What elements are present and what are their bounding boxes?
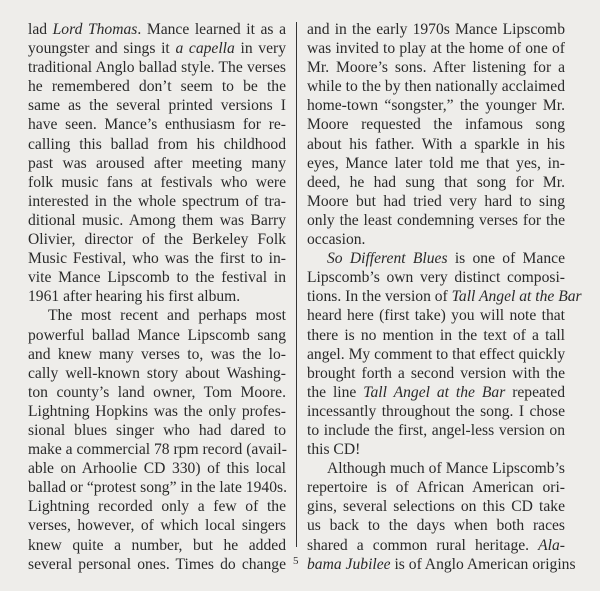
text-segment: interested in the whole spectrum of tra- [28, 192, 286, 210]
text-segment: ballad or “protest song” in the late 1940s. [28, 479, 287, 497]
text-segment: Music Festival, who was the first to in- [28, 250, 286, 268]
text-segment: angel. My comment to that effect quickly [307, 345, 566, 363]
text-segment: past was aroused after meeting many [28, 154, 286, 172]
text-segment: brought forth a second version with the [307, 364, 565, 382]
text-line [307, 421, 565, 440]
text-line [28, 536, 286, 555]
text-line [28, 440, 286, 459]
text-segment: in very [234, 40, 286, 58]
text-line [307, 383, 565, 402]
text-line [28, 306, 286, 325]
text-line [28, 497, 286, 516]
text-segment: 1961 after hearing his first album. [28, 288, 241, 306]
right-column [307, 20, 582, 574]
text-line [28, 478, 286, 497]
text-line [307, 287, 582, 306]
italic-title: Tall Angel at the Bar [451, 288, 582, 306]
text-segment: is one of Mance [447, 250, 565, 268]
text-line [28, 555, 286, 574]
text-line [307, 230, 565, 249]
text-segment: is of Anglo American origins [390, 555, 576, 573]
text-segment: repeated [505, 383, 565, 401]
text-segment: while to the by then nationally acclaimed [307, 78, 565, 96]
text-segment: able on Arhoolie CD 330) of this local [28, 460, 286, 478]
text-line [28, 268, 286, 287]
text-line [307, 516, 565, 535]
text-line [28, 345, 286, 364]
text-segment: to include the first, angel-less version on [307, 421, 565, 439]
text-line [307, 96, 565, 115]
text-line [28, 173, 286, 192]
text-segment: home-town “songster,” the younger Mr. [307, 97, 565, 115]
italic-title: a capella [175, 40, 235, 58]
text-segment: he remembered don’t seem to be the [28, 78, 286, 96]
text-segment: deed, he had sung that song for Mr. [307, 173, 565, 191]
text-segment: several personal ones. Times do change [28, 555, 286, 573]
text-segment: only the least condemning verses for the [307, 211, 565, 229]
text-line [28, 364, 286, 383]
text-segment: powerful ballad Mance Lipscomb sang [28, 326, 286, 344]
text-line [28, 516, 286, 535]
text-segment: repertoire is of African American ori- [307, 479, 565, 497]
text-line [28, 211, 286, 230]
text-segment: Although much of Mance Lipscomb’s [327, 460, 565, 478]
text-line [28, 383, 286, 402]
text-segment: lad [28, 21, 53, 38]
italic-title: So Different Blues [327, 250, 448, 268]
text-segment: this CD! [307, 441, 361, 459]
text-line [28, 192, 286, 211]
text-segment: vite Mance Lipscomb to the festival in [28, 269, 286, 287]
italic-title: bama Jubilee [307, 555, 391, 573]
text-segment: occasion. [307, 231, 366, 249]
text-segment: tions. In the version of [307, 288, 452, 306]
text-line [307, 192, 565, 211]
text-segment: incessantly throughout the song. I chose [307, 402, 565, 420]
text-segment: Mr. Moore’s sons. After listening for a [307, 59, 565, 77]
text-segment: make a commercial 78 rpm record (avail- [28, 441, 287, 459]
text-line [307, 345, 565, 364]
text-line [307, 154, 565, 173]
text-segment: there is no mention in the text of a tall [307, 326, 565, 344]
italic-title: Tall Angel at the Bar [363, 383, 506, 401]
text-line [307, 326, 565, 345]
text-line [307, 77, 565, 96]
text-segment: have seen. Mance’s enthusiasm for re- [28, 116, 286, 134]
text-line [307, 536, 565, 555]
text-line [307, 135, 565, 154]
text-segment: same as the several printed versions I [28, 97, 286, 115]
text-line [28, 135, 286, 154]
text-segment: Olivier, director of the Berkeley Folk [28, 231, 286, 249]
text-line [28, 326, 286, 345]
text-segment: Lightning recorded only a few of the [28, 498, 286, 516]
text-segment: gins, several selections on this CD take [307, 498, 565, 516]
text-segment: youngster and sings it [28, 40, 176, 58]
text-segment: knew quite a number, but he added [28, 536, 286, 554]
text-segment: cally well-known story about Washing- [28, 364, 286, 382]
text-segment: Moore requested the infamous song [307, 116, 565, 134]
text-line [307, 39, 565, 58]
text-line [28, 421, 286, 440]
text-segment: the line [307, 383, 364, 401]
text-line [28, 154, 286, 173]
text-line [307, 459, 565, 478]
text-line [307, 402, 565, 421]
text-line [28, 77, 286, 96]
left-column [28, 20, 286, 574]
text-line [28, 287, 286, 306]
text-line [28, 58, 286, 77]
text-line [28, 39, 286, 58]
text-segment: ditional music. Among them was Barry [28, 211, 286, 229]
text-segment: about his father. With a sparkle in his [307, 135, 565, 153]
page-number: 5 [293, 555, 299, 567]
text-segment: shared a common rural heritage. [307, 536, 539, 554]
text-line [307, 20, 565, 39]
text-segment: Moore but had tried very hard to sing [307, 192, 565, 210]
text-line [307, 115, 565, 134]
text-line [307, 58, 565, 77]
text-segment: Lipscomb’s own very distinct composi- [307, 269, 565, 287]
text-segment: The most recent and perhaps most [48, 307, 286, 325]
text-segment: verses, however, of which local singers [28, 517, 286, 535]
text-segment: calling this ballad from his childhood [28, 135, 286, 153]
text-segment: folk music fans at festivals who were [28, 173, 286, 191]
text-segment: Lightning Hopkins was the only profes- [28, 402, 286, 420]
text-segment: heard here (first take) you will note that [307, 307, 565, 325]
text-line [307, 173, 565, 192]
text-segment: us back to the days when both races [307, 517, 565, 535]
text-line [307, 440, 565, 459]
text-segment: . Mance learned it as a [137, 21, 286, 38]
text-line [307, 478, 565, 497]
italic-title: Lord Thomas [52, 21, 138, 38]
text-line [307, 249, 565, 268]
text-line [28, 115, 286, 134]
italic-title: Ala- [538, 536, 565, 554]
text-segment: sional blues singer who had dared to [28, 421, 286, 439]
text-line [307, 364, 565, 383]
text-segment: traditional Anglo ballad style. The verses [28, 59, 286, 77]
text-line [28, 20, 286, 39]
text-line [28, 249, 286, 268]
text-segment: ton county’s land owner, Tom Moore. [28, 383, 286, 401]
text-line [28, 230, 286, 249]
text-line [307, 211, 565, 230]
text-segment: and in the early 1970s Mance Lipscomb [307, 21, 565, 38]
text-line [307, 555, 576, 574]
text-line [28, 459, 286, 478]
text-line [307, 268, 565, 287]
text-segment: eyes, Mance later told me that yes, in- [307, 154, 565, 172]
text-line [307, 497, 565, 516]
text-line [28, 96, 286, 115]
text-segment: and knew many verses to, was the lo- [28, 345, 286, 363]
text-segment: was invited to play at the home of one of [307, 40, 565, 58]
text-line [28, 402, 286, 421]
column-divider [296, 22, 297, 547]
text-line [307, 306, 565, 325]
